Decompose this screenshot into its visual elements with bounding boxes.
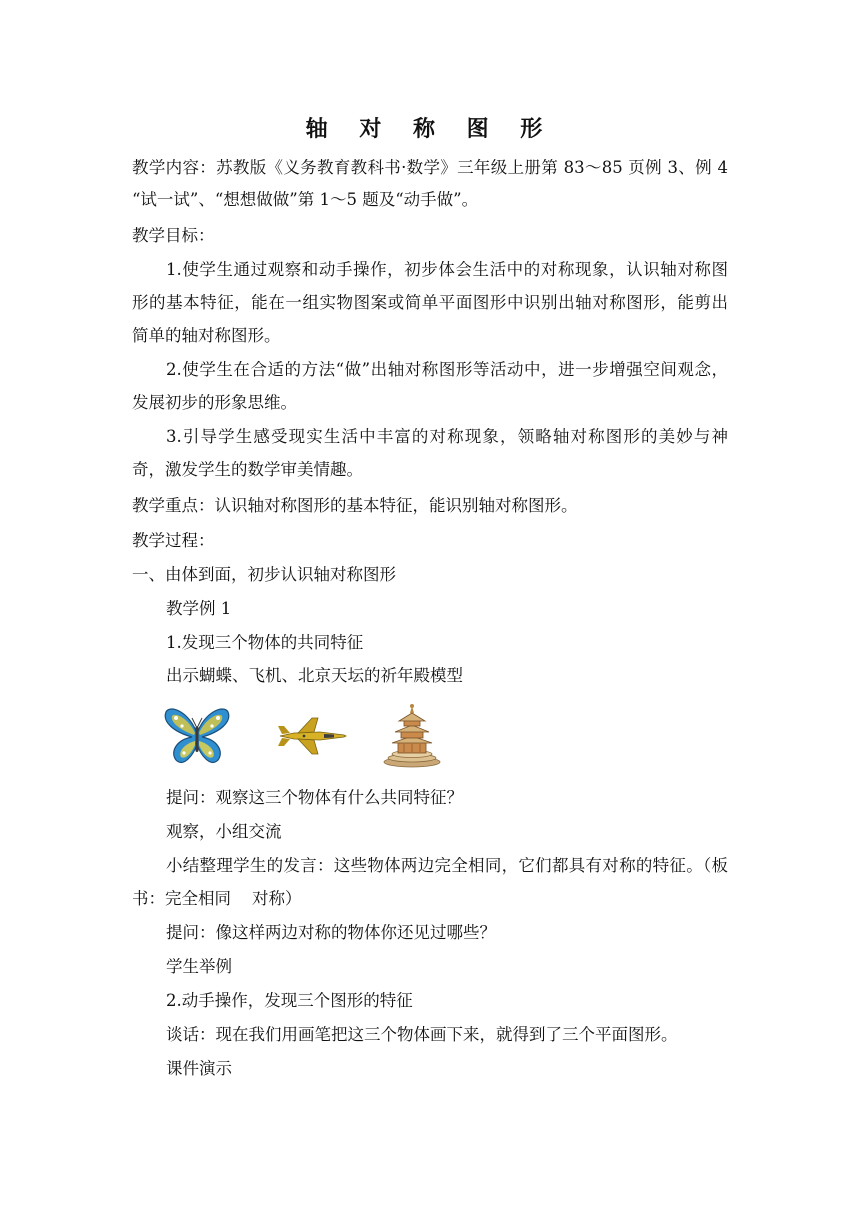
temple-of-heaven-image — [382, 702, 442, 768]
goal-1-line-3: 简单的轴对称图形。 — [132, 326, 281, 345]
goal-1-line-1: 1.使学生通过观察和动手操作，初步体会生活中的对称现象，认识轴对称图 — [166, 260, 728, 279]
example-1-label: 教学例 1 — [166, 599, 232, 618]
summary-line-1: 小结整理学生的发言：这些物体两边完全相同，它们都具有对称的特征。（板 — [166, 856, 728, 875]
question-1: 提问：观察这三个物体有什么共同特征？ — [166, 788, 463, 807]
goal-2-line-2: 发展初步的形象思维。 — [132, 393, 297, 412]
objects-images-row — [160, 702, 440, 770]
butterfly-image — [162, 704, 232, 768]
goal-3-line-1: 3.引导学生感受现实生活中丰富的对称现象，领略轴对称图形的美妙与神 — [166, 427, 728, 446]
step-1-heading: 1.发现三个物体的共同特征 — [166, 633, 364, 652]
page-title: 轴 对 称 图 形 — [305, 117, 555, 142]
student-examples: 学生举例 — [166, 957, 232, 976]
goal-1-line-2: 形的基本特征，能在一组实物图案或简单平面图形中识别出轴对称图形，能剪出 — [132, 293, 728, 312]
goals-heading: 教学目标： — [132, 226, 215, 245]
fighter-jet-image — [276, 716, 348, 756]
section-1-heading: 一、由体到面，初步认识轴对称图形 — [132, 565, 396, 584]
content-line-2: “试一试”、“想想做做”第 1～5 题及“动手做”。 — [132, 190, 479, 209]
goal-3-line-2: 奇，激发学生的数学审美情趣。 — [132, 460, 363, 479]
content-line-1: 教学内容：苏教版《义务教育教科书·数学》三年级上册第 83～85 页例 3、例 4 — [132, 158, 728, 177]
courseware-demo: 课件演示 — [166, 1059, 232, 1078]
summary-line-2: 书：完全相同 对称） — [132, 889, 302, 908]
goal-2-line-1: 2.使学生在合适的方法“做”出轴对称图形等活动中，进一步增强空间观念， — [166, 360, 728, 379]
process-heading: 教学过程： — [132, 531, 215, 550]
question-2: 提问：像这样两边对称的物体你还见过哪些？ — [166, 923, 496, 942]
step-2-heading: 2.动手操作，发现三个图形的特征 — [166, 991, 413, 1010]
observe-text: 观察，小组交流 — [166, 822, 282, 841]
talk-text: 谈话：现在我们用画笔把这三个物体画下来，就得到了三个平面图形。 — [166, 1025, 678, 1044]
show-objects-text: 出示蝴蝶、飞机、北京天坛的祈年殿模型 — [166, 666, 463, 685]
teaching-focus: 教学重点：认识轴对称图形的基本特征，能识别轴对称图形。 — [132, 496, 578, 515]
